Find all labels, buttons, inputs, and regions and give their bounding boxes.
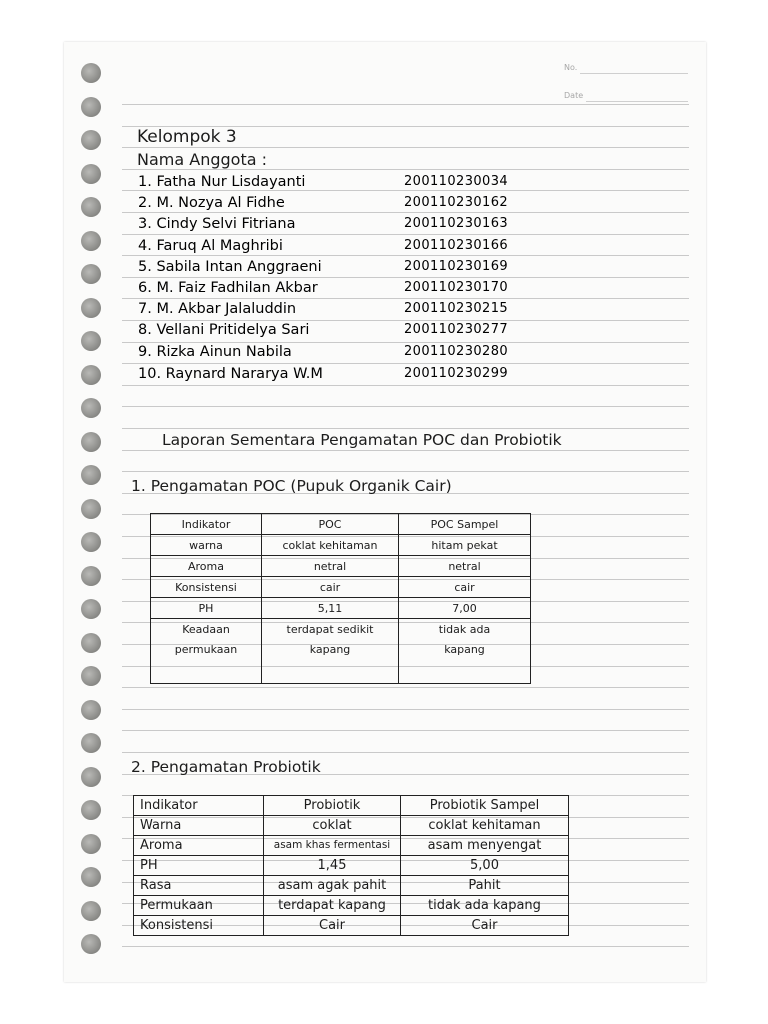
table-cell: permukaan xyxy=(151,639,262,659)
ruled-line xyxy=(122,104,689,105)
binder-hole xyxy=(81,63,101,83)
ruled-line xyxy=(122,169,689,170)
binder-hole xyxy=(81,901,101,921)
binder-hole xyxy=(81,867,101,887)
member-nim: 200110230169 xyxy=(404,259,509,274)
table-row xyxy=(151,577,531,598)
table-cell: netral xyxy=(262,556,399,577)
table-cell xyxy=(151,659,262,684)
member-nim: 200110230162 xyxy=(404,195,509,210)
member-row xyxy=(138,195,538,216)
ruled-line xyxy=(122,730,689,731)
table-cell: Aroma xyxy=(151,556,262,577)
table-row xyxy=(151,659,531,684)
member-name: 1. Fatha Nur Lisdayanti xyxy=(138,174,306,190)
binder-hole xyxy=(81,733,101,753)
no-label: No. xyxy=(564,63,578,72)
binder-hole xyxy=(81,164,101,184)
binder-hole xyxy=(81,264,101,284)
ruled-line xyxy=(122,687,689,688)
table-row xyxy=(134,796,569,816)
member-name: 6. M. Faiz Fadhilan Akbar xyxy=(138,280,318,296)
date-label: Date xyxy=(564,91,584,100)
table-cell: netral xyxy=(399,556,531,577)
member-row xyxy=(138,259,538,280)
table-cell: tidak ada kapang xyxy=(401,896,569,916)
ruled-line xyxy=(122,471,689,472)
report-title: Laporan Sementara Pengamatan POC dan Probiotik xyxy=(162,431,562,449)
table-cell: coklat kehitaman xyxy=(401,816,569,836)
member-row xyxy=(138,301,538,322)
table-cell: asam menyengat xyxy=(401,836,569,856)
table-cell: tidak ada xyxy=(399,619,531,640)
member-row xyxy=(138,174,538,195)
table-row xyxy=(151,535,531,556)
table-cell: Keadaan xyxy=(151,619,262,640)
binder-hole xyxy=(81,331,101,351)
member-name: 7. M. Akbar Jalaluddin xyxy=(138,301,297,317)
binder-hole xyxy=(81,432,101,452)
binder-hole xyxy=(81,298,101,318)
member-nim: 200110230299 xyxy=(404,366,509,381)
table-cell: warna xyxy=(151,535,262,556)
probiotic-observation-table xyxy=(133,795,569,936)
member-nim: 200110230170 xyxy=(404,280,509,295)
binder-hole xyxy=(81,700,101,720)
binder-hole xyxy=(81,532,101,552)
table-cell: asam agak pahit xyxy=(264,876,401,896)
binder-hole xyxy=(81,599,101,619)
member-name: 2. M. Nozya Al Fidhe xyxy=(138,195,285,211)
member-name: 8. Vellani Pritidelya Sari xyxy=(138,322,310,338)
poc-observation-table xyxy=(150,513,531,684)
binder-hole xyxy=(81,767,101,787)
members-heading: Nama Anggota : xyxy=(137,150,267,169)
table-cell: 5,00 xyxy=(401,856,569,876)
binder-hole xyxy=(81,97,101,117)
table-row xyxy=(134,916,569,936)
table-row xyxy=(151,514,531,535)
member-name: 3. Cindy Selvi Fitriana xyxy=(138,216,296,232)
member-nim: 200110230166 xyxy=(404,238,509,253)
table-cell: coklat xyxy=(264,816,401,836)
table-cell: 5,11 xyxy=(262,598,399,619)
table-cell: hitam pekat xyxy=(399,535,531,556)
section2-heading: 2. Pengamatan Probiotik xyxy=(131,758,321,776)
no-line xyxy=(580,73,688,74)
table-row xyxy=(134,896,569,916)
table-cell: Aroma xyxy=(134,836,264,856)
table-cell: Probiotik xyxy=(264,796,401,816)
binder-hole xyxy=(81,197,101,217)
table-row xyxy=(134,816,569,836)
binder-hole xyxy=(81,231,101,251)
member-nim: 200110230215 xyxy=(404,301,509,316)
table-cell: coklat kehitaman xyxy=(262,535,399,556)
binder-hole xyxy=(81,666,101,686)
member-row xyxy=(138,280,538,301)
ruled-line xyxy=(122,709,689,710)
table-cell: Rasa xyxy=(134,876,264,896)
binder-hole xyxy=(81,130,101,150)
table-cell: Cair xyxy=(264,916,401,936)
binder-hole xyxy=(81,499,101,519)
ruled-line xyxy=(122,428,689,429)
group-title: Kelompok 3 xyxy=(137,127,237,147)
ruled-line xyxy=(122,946,689,947)
table-cell: kapang xyxy=(399,639,531,659)
date-line xyxy=(586,101,688,102)
binder-hole xyxy=(81,633,101,653)
table-cell: Konsistensi xyxy=(134,916,264,936)
table-cell: terdapat kapang xyxy=(264,896,401,916)
table-cell: 1,45 xyxy=(264,856,401,876)
table-cell: cair xyxy=(399,577,531,598)
table-cell: Konsistensi xyxy=(151,577,262,598)
binder-hole xyxy=(81,934,101,954)
binder-hole xyxy=(81,398,101,418)
binder-hole xyxy=(81,465,101,485)
member-name: 9. Rizka Ainun Nabila xyxy=(138,344,292,360)
table-cell: Probiotik Sampel xyxy=(401,796,569,816)
table-cell: Cair xyxy=(401,916,569,936)
member-nim: 200110230277 xyxy=(404,322,509,337)
table-cell: Permukaan xyxy=(134,896,264,916)
table-row xyxy=(151,598,531,619)
table-row xyxy=(134,836,569,856)
member-row xyxy=(138,216,538,237)
table-cell: Warna xyxy=(134,816,264,836)
ruled-line xyxy=(122,147,689,148)
table-row xyxy=(134,856,569,876)
member-name: 5. Sabila Intan Anggraeni xyxy=(138,259,322,275)
ruled-line xyxy=(122,406,689,407)
table-cell: PH xyxy=(134,856,264,876)
member-row xyxy=(138,238,538,259)
table-cell: cair xyxy=(262,577,399,598)
member-nim: 200110230163 xyxy=(404,216,509,231)
table-cell: 7,00 xyxy=(399,598,531,619)
member-nim: 200110230034 xyxy=(404,174,509,189)
member-nim: 200110230280 xyxy=(404,344,509,359)
member-row xyxy=(138,322,538,343)
table-row xyxy=(151,556,531,577)
section1-heading: 1. Pengamatan POC (Pupuk Organik Cair) xyxy=(131,477,452,495)
table-row xyxy=(151,619,531,640)
table-cell: Pahit xyxy=(401,876,569,896)
table-row xyxy=(134,876,569,896)
table-cell: PH xyxy=(151,598,262,619)
table-cell: POC Sampel xyxy=(399,514,531,535)
ruled-line xyxy=(122,450,689,451)
ruled-line xyxy=(122,752,689,753)
table-cell: Indikator xyxy=(134,796,264,816)
member-row xyxy=(138,344,538,365)
table-cell: terdapat sedikit xyxy=(262,619,399,640)
member-name: 4. Faruq Al Maghribi xyxy=(138,238,283,254)
binder-hole xyxy=(81,834,101,854)
table-cell: asam khas fermentasi xyxy=(264,836,401,856)
binder-hole xyxy=(81,800,101,820)
binder-hole xyxy=(81,365,101,385)
table-cell xyxy=(262,659,399,684)
table-row xyxy=(151,639,531,659)
table-cell: POC xyxy=(262,514,399,535)
member-name: 10. Raynard Nararya W.M xyxy=(138,366,323,382)
table-cell: Indikator xyxy=(151,514,262,535)
table-cell xyxy=(399,659,531,684)
table-cell: kapang xyxy=(262,639,399,659)
binder-hole xyxy=(81,566,101,586)
member-row xyxy=(138,366,538,387)
